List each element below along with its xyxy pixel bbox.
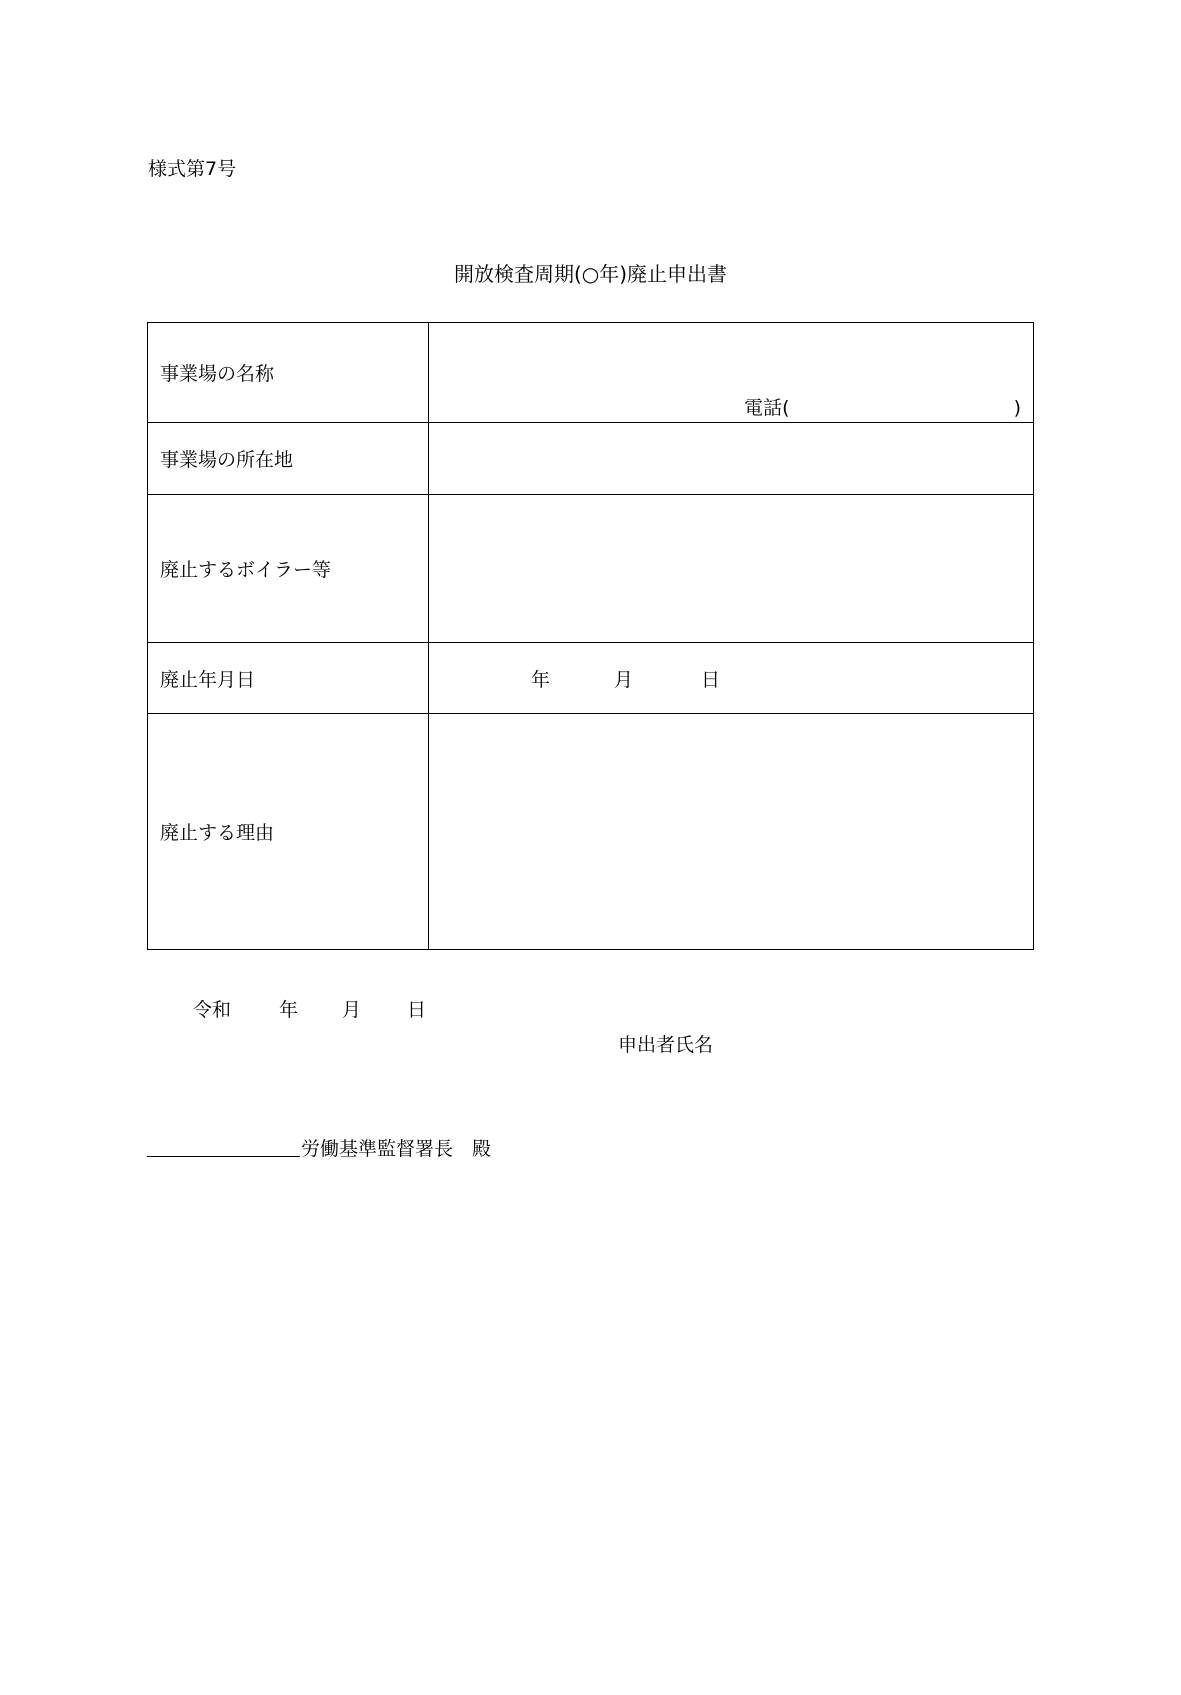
reason-field[interactable] xyxy=(429,714,1034,950)
phone-field[interactable] xyxy=(744,393,1021,420)
boiler-field[interactable] xyxy=(429,495,1034,643)
table-row xyxy=(148,643,1034,714)
business-address-field[interactable] xyxy=(429,423,1034,495)
application-table xyxy=(147,322,1034,950)
table-row xyxy=(148,714,1034,950)
day-unit: 日 xyxy=(701,668,721,691)
month-unit: 月 xyxy=(342,999,362,1021)
year-unit: 年 xyxy=(531,668,551,691)
boiler-label: 廃止するボイラー等 xyxy=(148,495,429,643)
applicant-name-label: 申出者氏名 xyxy=(618,1034,714,1056)
table-row xyxy=(148,323,1034,423)
reason-label: 廃止する理由 xyxy=(148,714,429,950)
day-unit: 日 xyxy=(407,999,427,1021)
table-row xyxy=(148,423,1034,495)
abolition-date-field[interactable] xyxy=(429,643,1034,714)
business-address-label: 事業場の所在地 xyxy=(148,423,429,495)
month-unit: 月 xyxy=(614,668,634,691)
document-title: 開放検査周期(○年)廃止申出書 xyxy=(453,262,728,286)
year-unit: 年 xyxy=(279,999,299,1021)
business-name-label: 事業場の名称 xyxy=(148,323,429,423)
phone-label: 電話( xyxy=(744,397,790,419)
table-row xyxy=(148,495,1034,643)
phone-close: ) xyxy=(1013,397,1021,419)
addressee: 労働基準監督署長 殿 xyxy=(301,1138,492,1160)
submission-date xyxy=(193,995,426,1022)
office-name-blank[interactable] xyxy=(147,1156,300,1157)
business-name-field[interactable] xyxy=(429,323,1034,423)
abolition-date-label: 廃止年月日 xyxy=(148,643,429,714)
form-number: 様式第7号 xyxy=(148,158,237,180)
era-label: 令和 xyxy=(193,999,232,1021)
